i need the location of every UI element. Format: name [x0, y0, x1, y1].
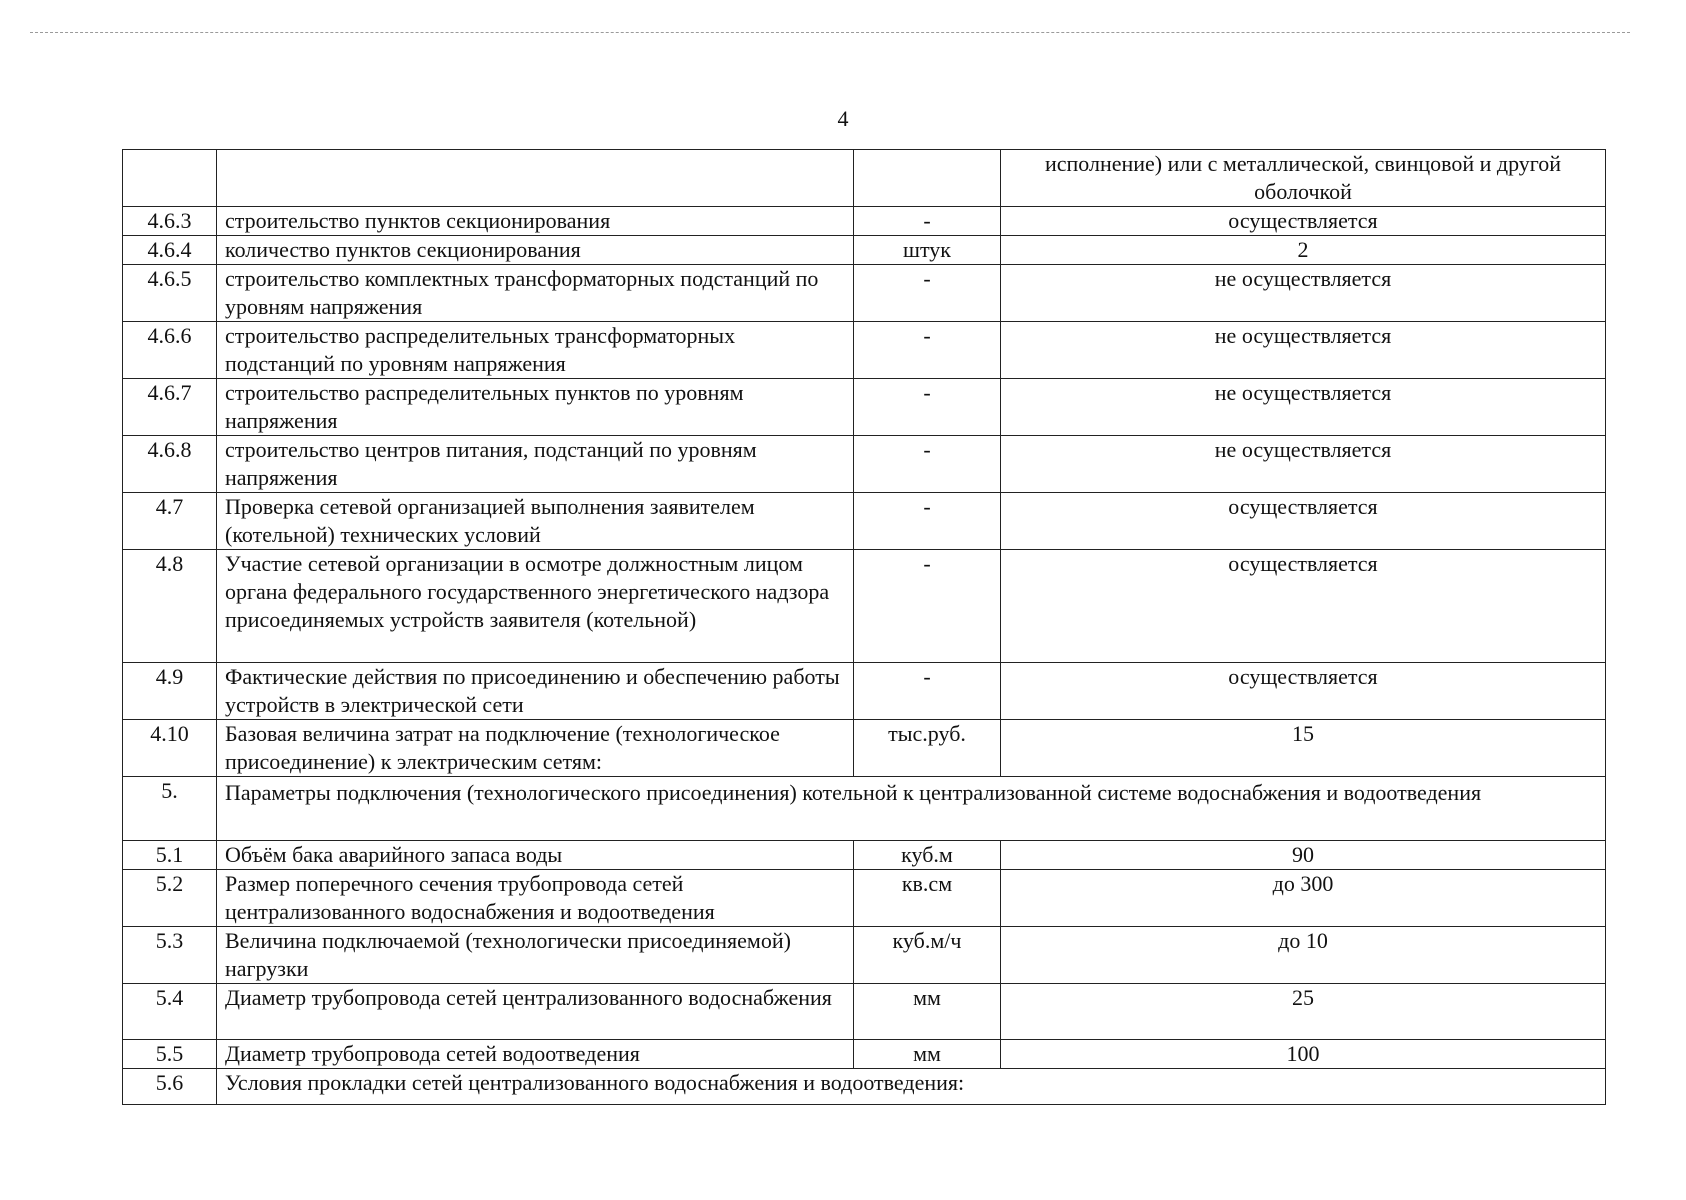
row-unit: - [854, 265, 1001, 322]
row-number: 5.5 [123, 1040, 217, 1069]
row-number: 4.6.8 [123, 436, 217, 493]
table-row [123, 1040, 1606, 1069]
table-row [123, 265, 1606, 322]
row-number: 4.9 [123, 663, 217, 720]
row-description: строительство распределительных трансформаторных подстанций по уровням напряжения [217, 322, 854, 379]
row-value: не осуществляется [1001, 379, 1606, 436]
row-value: осуществляется [1001, 493, 1606, 550]
table-row [123, 207, 1606, 236]
row-value: 90 [1001, 841, 1606, 870]
row-unit: - [854, 436, 1001, 493]
row-description: строительство пунктов секционирования [217, 207, 854, 236]
row-number: 4.6.3 [123, 207, 217, 236]
row-unit: мм [854, 1040, 1001, 1069]
row-value: до 10 [1001, 927, 1606, 984]
row-value: 25 [1001, 984, 1606, 1040]
table-row [123, 927, 1606, 984]
row-number: 4.6.6 [123, 322, 217, 379]
row-description: Условия прокладки сетей централизованного водоснабжения и водоотведения: [217, 1069, 1606, 1105]
row-number: 5.1 [123, 841, 217, 870]
row-description: количество пунктов секционирования [217, 236, 854, 265]
row-unit: куб.м [854, 841, 1001, 870]
page-number: 4 [837, 106, 849, 131]
row-value: не осуществляется [1001, 436, 1606, 493]
row-unit: - [854, 493, 1001, 550]
row-number: 4.6.5 [123, 265, 217, 322]
row-number: 4.10 [123, 720, 217, 777]
row-value: осуществляется [1001, 550, 1606, 663]
row-number: 4.8 [123, 550, 217, 663]
row-unit: - [854, 663, 1001, 720]
row-value: исполнение) или с металлической, свинцовой и другой оболочкой [1001, 150, 1606, 207]
row-number: 4.6.4 [123, 236, 217, 265]
section-number: 5. [123, 777, 217, 841]
table-row [123, 870, 1606, 927]
table-row [123, 663, 1606, 720]
table-row [123, 720, 1606, 777]
row-value: не осуществляется [1001, 265, 1606, 322]
row-description: строительство центров питания, подстанций по уровням напряжения [217, 436, 854, 493]
row-description: Величина подключаемой (технологически присоединяемой) нагрузки [217, 927, 854, 984]
table-row [123, 984, 1606, 1040]
row-description: Объём бака аварийного запаса воды [217, 841, 854, 870]
row-unit: мм [854, 984, 1001, 1040]
row-unit: куб.м/ч [854, 927, 1001, 984]
table-row [123, 236, 1606, 265]
row-description: Фактические действия по присоединению и обеспечению работы устройств в электрической сети [217, 663, 854, 720]
table-row [123, 841, 1606, 870]
row-number [123, 150, 217, 207]
table-row [123, 150, 1606, 207]
table-row [123, 322, 1606, 379]
row-unit: - [854, 322, 1001, 379]
top-rule [30, 32, 1630, 33]
row-description: Проверка сетевой организацией выполнения заявителем (котельной) технических условий [217, 493, 854, 550]
table-row [123, 550, 1606, 663]
row-unit [854, 150, 1001, 207]
row-unit: - [854, 379, 1001, 436]
table-row [123, 1069, 1606, 1105]
row-unit: тыс.руб. [854, 720, 1001, 777]
table-row [123, 379, 1606, 436]
section-title: Параметры подключения (технологического присоединения) котельной к централизованной системе водоснабжения и водоотведения [217, 777, 1606, 841]
row-value: не осуществляется [1001, 322, 1606, 379]
row-unit: - [854, 550, 1001, 663]
row-number: 5.2 [123, 870, 217, 927]
row-value: 15 [1001, 720, 1606, 777]
row-description: Базовая величина затрат на подключение (технологическое присоединение) к электрическим сетям: [217, 720, 854, 777]
row-unit: - [854, 207, 1001, 236]
table-row [123, 436, 1606, 493]
row-number: 4.6.7 [123, 379, 217, 436]
row-unit: кв.см [854, 870, 1001, 927]
row-description: строительство распределительных пунктов по уровням напряжения [217, 379, 854, 436]
row-value: 2 [1001, 236, 1606, 265]
row-description: Размер поперечного сечения трубопровода сетей централизованного водоснабжения и водоотведения [217, 870, 854, 927]
row-value: осуществляется [1001, 207, 1606, 236]
row-number: 5.6 [123, 1069, 217, 1105]
row-number: 5.3 [123, 927, 217, 984]
row-unit: штук [854, 236, 1001, 265]
row-number: 5.4 [123, 984, 217, 1040]
row-value: 100 [1001, 1040, 1606, 1069]
section-header-row [123, 777, 1606, 841]
row-description: Диаметр трубопровода сетей централизованного водоснабжения [217, 984, 854, 1040]
row-value: осуществляется [1001, 663, 1606, 720]
row-description: Диаметр трубопровода сетей водоотведения [217, 1040, 854, 1069]
row-description: строительство комплектных трансформаторных подстанций по уровням напряжения [217, 265, 854, 322]
row-value: до 300 [1001, 870, 1606, 927]
row-description: Участие сетевой организации в осмотре должностным лицом органа федерального государственного энергетического надзора присоединяемых устройств заявителя (котельной) [217, 550, 854, 663]
row-description [217, 150, 854, 207]
row-number: 4.7 [123, 493, 217, 550]
table-row [123, 493, 1606, 550]
parameters-table [122, 149, 1606, 1105]
